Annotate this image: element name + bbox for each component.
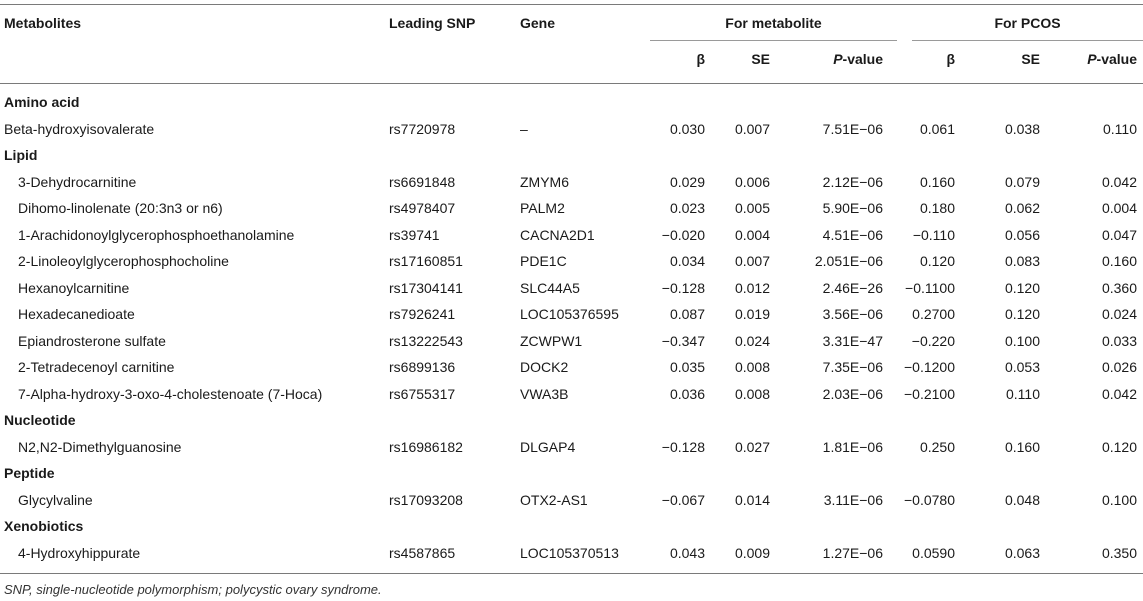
cell-pcos-beta: −0.1200 <box>904 359 955 375</box>
cell-snp: rs4978407 <box>389 200 456 216</box>
cell-snp: rs17093208 <box>389 491 463 508</box>
cell-gene: VWA3B <box>520 385 569 402</box>
cell-snp: rs4587865 <box>389 544 456 561</box>
cell-pcos-p: 0.120 <box>1101 438 1137 455</box>
cell-metabolite-se: 0.012 <box>734 279 770 296</box>
cell-pcos-se: 0.062 <box>1004 200 1040 216</box>
cell-metabolite-se: 0.007 <box>734 120 770 137</box>
table-row <box>0 434 1143 460</box>
cell-pcos-beta: 0.061 <box>919 120 955 137</box>
cell-gene: OTX2-AS1 <box>520 491 588 508</box>
cell-pcos-se: 0.120 <box>1004 279 1040 296</box>
cell-metabolite-se: 0.007 <box>734 253 770 269</box>
cell-metabolite: N2,N2-Dimethylguanosine <box>18 438 182 455</box>
cell-metabolite-beta: −0.020 <box>661 226 705 243</box>
cell-pcos-beta: 0.120 <box>919 253 955 269</box>
cell-metabolite-se: 0.006 <box>734 173 770 190</box>
cell-metabolite-p: 7.51E−06 <box>822 120 883 137</box>
cell-metabolite-beta: 0.035 <box>669 359 705 375</box>
section-label: Peptide <box>4 465 55 481</box>
cell-gene: DLGAP4 <box>520 438 576 455</box>
cell-pcos-beta: 0.250 <box>919 438 955 455</box>
cell-snp: rs16986182 <box>389 438 463 455</box>
cell-metabolite-se: 0.027 <box>734 438 770 455</box>
header-pcos-p-suffix: -value <box>1096 51 1137 67</box>
cell-pcos-p: 0.004 <box>1101 200 1137 216</box>
cell-metabolite-se: 0.008 <box>734 385 770 402</box>
cell-gene: ZMYM6 <box>520 173 569 190</box>
cell-metabolite-beta: −0.128 <box>661 438 705 455</box>
header-for-pcos: For PCOS <box>994 15 1061 31</box>
cell-metabolite: Epiandrosterone sulfate <box>18 332 166 349</box>
section-header <box>0 142 1143 168</box>
cell-pcos-beta: −0.2100 <box>904 385 955 402</box>
cell-metabolite: 2-Tetradecenoyl carnitine <box>18 359 175 375</box>
cell-metabolite-beta: −0.067 <box>661 491 705 508</box>
header-rule <box>0 83 1143 84</box>
cell-metabolite-p: 5.90E−06 <box>822 200 883 216</box>
header-metabolites: Metabolites <box>4 15 82 31</box>
table-row <box>0 540 1143 566</box>
cell-metabolite: 4-Hydroxyhippurate <box>18 544 141 561</box>
cell-metabolite-beta: 0.023 <box>669 200 705 216</box>
section-label: Amino acid <box>4 94 80 110</box>
cell-metabolite-beta: 0.043 <box>669 544 705 561</box>
cell-snp: rs6755317 <box>389 385 456 402</box>
for-pcos-underline <box>912 40 1143 41</box>
cell-metabolite-p: 3.11E−06 <box>823 491 883 508</box>
cell-metabolite-beta: −0.347 <box>661 332 705 349</box>
header-for-metabolite: For metabolite <box>725 15 822 31</box>
cell-pcos-beta: 0.2700 <box>912 306 955 322</box>
footnote: SNP, single-nucleotide polymorphism; polycystic ovary syndrome. <box>4 582 382 597</box>
cell-gene: CACNA2D1 <box>520 226 595 243</box>
cell-metabolite-beta: 0.087 <box>669 306 705 322</box>
cell-metabolite-p: 3.31E−47 <box>822 332 883 349</box>
cell-snp: rs17160851 <box>389 253 463 269</box>
cell-pcos-se: 0.038 <box>1004 120 1040 137</box>
cell-metabolite: 7-Alpha-hydroxy-3-oxo-4-cholestenoate (7-Hoca) <box>18 385 323 402</box>
cell-pcos-se: 0.100 <box>1004 332 1040 349</box>
cell-metabolite-p: 2.12E−06 <box>822 173 883 190</box>
cell-pcos-se: 0.110 <box>1006 385 1040 402</box>
cell-snp: rs7720978 <box>389 120 456 137</box>
cell-gene: LOC105376595 <box>520 306 619 322</box>
cell-pcos-se: 0.053 <box>1004 359 1040 375</box>
cell-metabolite-se: 0.024 <box>734 332 770 349</box>
section-header <box>0 460 1143 486</box>
cell-pcos-p: 0.042 <box>1101 385 1137 402</box>
cell-metabolite: Beta-hydroxyisovalerate <box>4 120 155 137</box>
table-row <box>0 222 1143 248</box>
cell-snp: rs6691848 <box>389 173 456 190</box>
section-header <box>0 89 1143 115</box>
cell-snp: rs7926241 <box>389 306 456 322</box>
header-pcos-p <box>1040 46 1137 72</box>
cell-pcos-p: 0.100 <box>1101 491 1137 508</box>
table-row <box>0 116 1143 142</box>
table-row <box>0 487 1143 513</box>
cell-gene: LOC105370513 <box>520 544 619 561</box>
cell-pcos-se: 0.079 <box>1004 173 1040 190</box>
for-metabolite-underline <box>650 40 897 41</box>
section-header <box>0 513 1143 539</box>
cell-pcos-se: 0.160 <box>1004 438 1040 455</box>
section-label: Xenobiotics <box>4 518 84 534</box>
header-leading-snp: Leading SNP <box>389 15 476 31</box>
header-metabolite-beta: β <box>696 51 705 67</box>
cell-gene: ZCWPW1 <box>520 332 583 349</box>
cell-snp: rs6899136 <box>389 359 456 375</box>
header-metabolite-p-italic: P <box>833 51 843 67</box>
cell-metabolite-se: 0.014 <box>734 491 770 508</box>
cell-metabolite-se: 0.008 <box>734 359 770 375</box>
cell-pcos-p: 0.042 <box>1101 173 1137 190</box>
section-label: Lipid <box>4 147 38 163</box>
cell-metabolite: 1-Arachidonoylglycerophosphoethanolamine <box>18 226 295 243</box>
cell-metabolite: 3-Dehydrocarnitine <box>18 173 137 190</box>
header-pcos-p-italic: P <box>1087 51 1097 67</box>
cell-pcos-se: 0.120 <box>1004 306 1040 322</box>
cell-pcos-beta: −0.0780 <box>904 491 955 508</box>
cell-metabolite-beta: 0.029 <box>669 173 705 190</box>
cell-metabolite-se: 0.005 <box>734 200 770 216</box>
header-row-2 <box>0 46 1143 72</box>
cell-pcos-se: 0.063 <box>1004 544 1040 561</box>
cell-metabolite-se: 0.004 <box>734 226 770 243</box>
cell-pcos-p: 0.110 <box>1103 120 1137 137</box>
section-label: Nucleotide <box>4 412 76 428</box>
cell-pcos-beta: −0.220 <box>911 332 955 349</box>
cell-pcos-se: 0.048 <box>1004 491 1040 508</box>
cell-pcos-p: 0.047 <box>1101 226 1137 243</box>
cell-pcos-beta: 0.0590 <box>912 544 955 561</box>
cell-metabolite-se: 0.019 <box>734 306 770 322</box>
bottom-rule <box>0 573 1143 574</box>
cell-gene: DOCK2 <box>520 359 569 375</box>
cell-metabolite: Dihomo-linolenate (20:3n3 or n6) <box>18 200 223 216</box>
cell-metabolite: Glycylvaline <box>18 491 93 508</box>
table-row <box>0 381 1143 407</box>
cell-pcos-se: 0.056 <box>1004 226 1040 243</box>
table-row <box>0 169 1143 195</box>
cell-pcos-beta: −0.110 <box>912 226 955 243</box>
cell-pcos-beta: 0.160 <box>919 173 955 190</box>
cell-metabolite-p: 4.51E−06 <box>822 226 883 243</box>
table-row <box>0 275 1143 301</box>
header-gene: Gene <box>520 15 556 31</box>
cell-pcos-p: 0.350 <box>1101 544 1137 561</box>
cell-snp: rs17304141 <box>389 279 463 296</box>
cell-snp: rs39741 <box>389 226 440 243</box>
header-pcos-beta: β <box>946 51 955 67</box>
table-row <box>0 328 1143 354</box>
cell-pcos-p: 0.360 <box>1101 279 1137 296</box>
cell-snp: rs13222543 <box>389 332 463 349</box>
cell-gene: SLC44A5 <box>520 279 580 296</box>
cell-gene: PALM2 <box>520 200 565 216</box>
cell-metabolite-beta: 0.036 <box>669 385 705 402</box>
cell-pcos-se: 0.083 <box>1004 253 1040 269</box>
cell-metabolite-p: 3.56E−06 <box>822 306 883 322</box>
cell-metabolite-p: 2.03E−06 <box>822 385 883 402</box>
header-metabolite-p-suffix: -value <box>842 51 883 67</box>
cell-metabolite-p: 7.35E−06 <box>822 359 883 375</box>
cell-gene: – <box>520 120 528 137</box>
table-row <box>0 195 1143 221</box>
cell-metabolite-se: 0.009 <box>734 544 770 561</box>
cell-metabolite: Hexadecanedioate <box>18 306 135 322</box>
cell-metabolite-beta: 0.030 <box>669 120 705 137</box>
header-metabolite-p <box>770 46 883 72</box>
cell-metabolite: 2-Linoleoylglycerophosphocholine <box>18 253 229 269</box>
cell-gene: PDE1C <box>520 253 567 269</box>
cell-metabolite-beta: 0.034 <box>669 253 705 269</box>
cell-metabolite-p: 2.051E−06 <box>814 253 883 269</box>
cell-metabolite-beta: −0.128 <box>661 279 705 296</box>
cell-pcos-p: 0.160 <box>1101 253 1137 269</box>
header-metabolite-se: SE <box>751 51 770 67</box>
cell-metabolite-p: 2.46E−26 <box>822 279 883 296</box>
cell-pcos-p: 0.033 <box>1101 332 1137 349</box>
header-pcos-se: SE <box>1021 51 1040 67</box>
cell-pcos-p: 0.024 <box>1101 306 1137 322</box>
cell-metabolite-p: 1.81E−06 <box>822 438 883 455</box>
cell-pcos-beta: 0.180 <box>919 200 955 216</box>
cell-metabolite-p: 1.27E−06 <box>822 544 883 561</box>
top-rule <box>0 4 1143 5</box>
table-row <box>0 248 1143 274</box>
table-row <box>0 354 1143 380</box>
cell-pcos-p: 0.026 <box>1101 359 1137 375</box>
section-header <box>0 407 1143 433</box>
table-row <box>0 301 1143 327</box>
cell-metabolite: Hexanoylcarnitine <box>18 279 130 296</box>
cell-pcos-beta: −0.1100 <box>905 279 955 296</box>
header-row-1 <box>0 10 1143 36</box>
